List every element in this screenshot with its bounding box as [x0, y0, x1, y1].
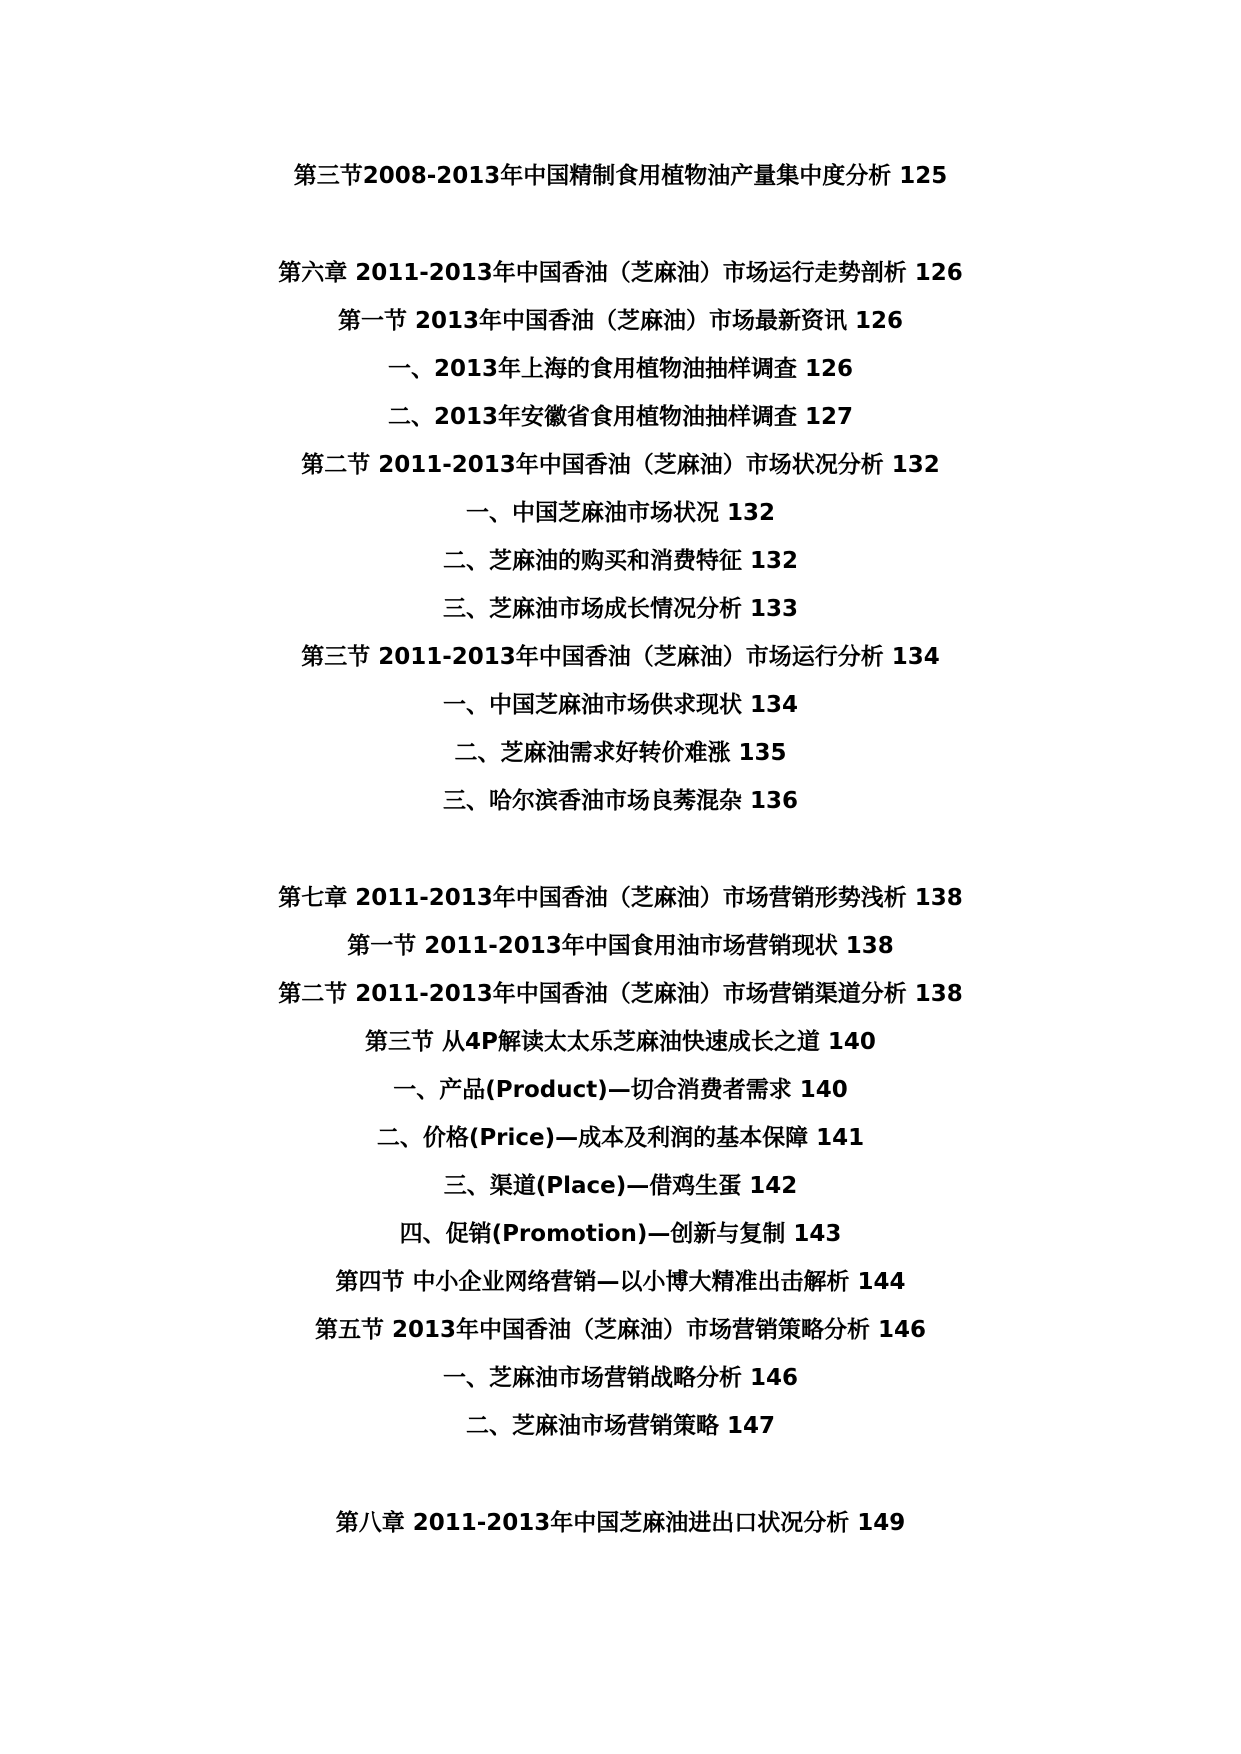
toc-item-line: 一、中国芝麻油市场状况 132 — [465, 500, 776, 526]
toc-item-line: 三、芝麻油市场成长情况分析 133 — [442, 596, 799, 622]
toc-item-line: 三、哈尔滨香油市场良莠混杂 136 — [442, 788, 799, 814]
toc-section-line: 第三节 2011-2013年中国香油（芝麻油）市场运行分析 134 — [301, 644, 940, 670]
toc-item-line: 四、促销(Promotion)—创新与复制 143 — [399, 1221, 842, 1247]
toc-item-line: 一、中国芝麻油市场供求现状 134 — [442, 692, 799, 718]
toc-section-line: 第三节 从4P解读太太乐芝麻油快速成长之道 140 — [365, 1029, 876, 1055]
toc-chapter-line: 第六章 2011-2013年中国香油（芝麻油）市场运行走势剖析 126 — [278, 260, 963, 286]
toc-section-line: 第二节 2011-2013年中国香油（芝麻油）市场状况分析 132 — [301, 452, 940, 478]
toc-section-line: 第一节 2013年中国香油（芝麻油）市场最新资讯 126 — [337, 308, 904, 334]
toc-item-line: 二、芝麻油需求好转价难涨 135 — [454, 740, 787, 766]
toc-item-line: 二、芝麻油的购买和消费特征 132 — [442, 548, 799, 574]
toc-item-line: 二、芝麻油市场营销策略 147 — [465, 1413, 776, 1439]
toc-section-line: 第五节 2013年中国香油（芝麻油）市场营销策略分析 146 — [314, 1317, 927, 1343]
toc-section-line: 第三节2008-2013年中国精制食用植物油产量集中度分析 125 — [293, 163, 948, 189]
toc-chapter-line: 第八章 2011-2013年中国芝麻油进出口状况分析 149 — [335, 1510, 906, 1536]
toc-item-line: 二、2013年安徽省食用植物油抽样调查 127 — [387, 404, 854, 430]
toc-item-line: 一、芝麻油市场营销战略分析 146 — [442, 1365, 799, 1391]
toc-item-line: 三、渠道(Place)—借鸡生蛋 142 — [443, 1173, 798, 1199]
toc-section-line: 第四节 中小企业网络营销—以小博大精准出击解析 144 — [335, 1269, 906, 1295]
toc-item-line: 一、产品(Product)—切合消费者需求 140 — [393, 1077, 848, 1103]
toc-section-line: 第一节 2011-2013年中国食用油市场营销现状 138 — [347, 933, 894, 959]
toc-chapter-line: 第七章 2011-2013年中国香油（芝麻油）市场营销形势浅析 138 — [278, 885, 963, 911]
toc-section-line: 第二节 2011-2013年中国香油（芝麻油）市场营销渠道分析 138 — [278, 981, 963, 1007]
toc-item-line: 一、2013年上海的食用植物油抽样调查 126 — [387, 356, 854, 382]
toc-item-line: 二、价格(Price)—成本及利润的基本保障 141 — [376, 1125, 865, 1151]
